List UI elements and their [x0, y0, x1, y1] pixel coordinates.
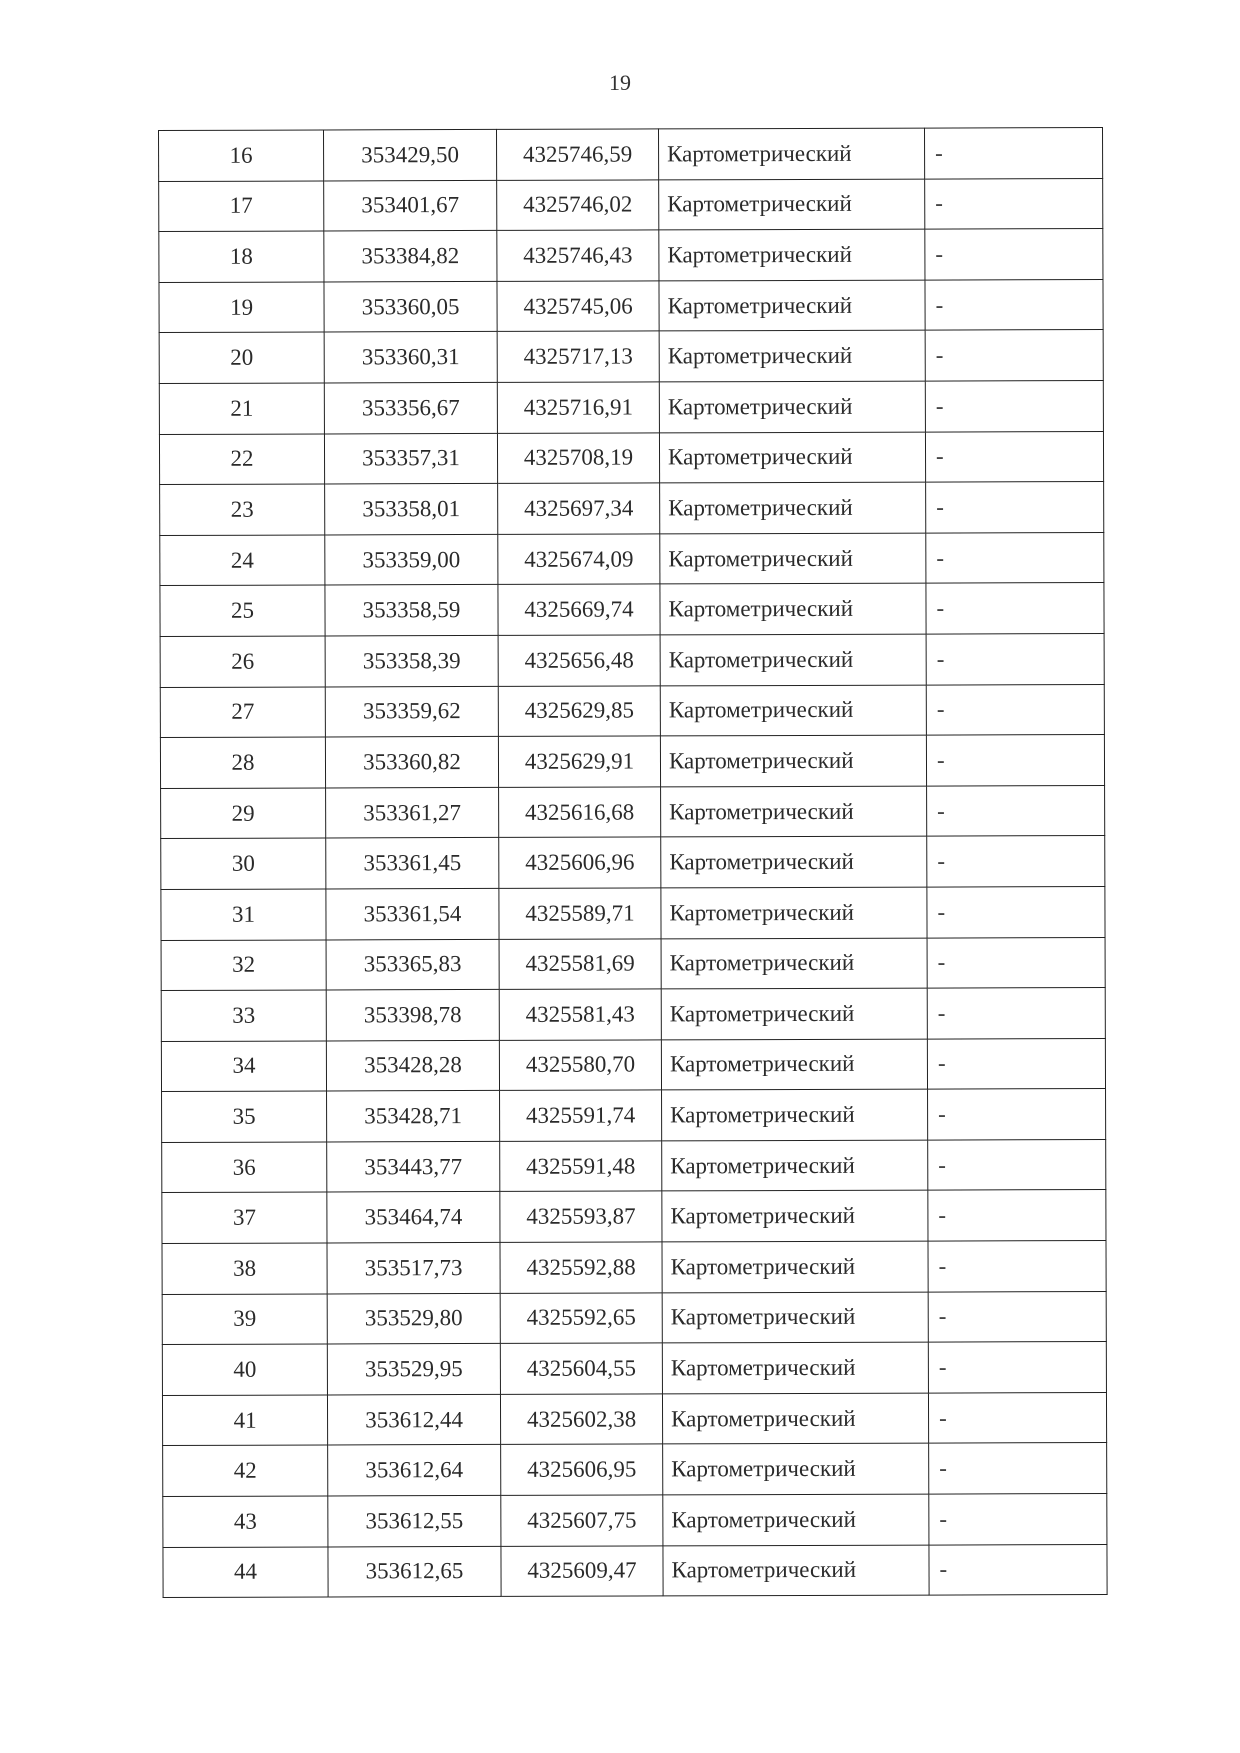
y-coordinate-cell: 4325581,69: [499, 938, 661, 989]
x-coordinate-cell: 353359,62: [325, 686, 498, 737]
point-number-cell: 26: [160, 636, 325, 687]
method-cell: Картометрический: [660, 634, 926, 685]
table-row: [160, 735, 1104, 789]
point-number-cell: 39: [162, 1294, 327, 1345]
y-coordinate-cell: 4325697,34: [498, 483, 660, 534]
point-number-cell: 37: [162, 1192, 327, 1243]
y-coordinate-cell: 4325708,19: [497, 432, 659, 483]
point-number-cell: 40: [162, 1344, 327, 1395]
point-number-cell: 36: [162, 1142, 327, 1193]
point-number-cell: 43: [163, 1496, 328, 1547]
note-cell: -: [925, 279, 1103, 330]
note-cell: -: [927, 1038, 1105, 1089]
page-number: 19: [609, 70, 631, 95]
method-cell: Картометрический: [659, 432, 925, 483]
x-coordinate-cell: 353612,44: [327, 1394, 500, 1445]
note-cell: -: [927, 836, 1105, 887]
x-coordinate-cell: 353358,59: [325, 585, 498, 636]
point-number-cell: 19: [159, 282, 324, 333]
y-coordinate-cell: 4325606,96: [499, 837, 661, 888]
x-coordinate-cell: 353517,73: [327, 1242, 500, 1293]
table-row: [159, 178, 1103, 232]
y-coordinate-cell: 4325609,47: [501, 1546, 663, 1597]
x-coordinate-cell: 353361,45: [326, 838, 499, 889]
note-cell: -: [928, 1241, 1106, 1292]
method-cell: Картометрический: [660, 583, 926, 634]
method-cell: Картометрический: [661, 1039, 927, 1090]
table-row: [161, 1038, 1105, 1092]
note-cell: -: [925, 381, 1103, 432]
point-number-cell: 23: [160, 484, 325, 535]
point-number-cell: 41: [162, 1395, 327, 1446]
table-row: [159, 279, 1103, 333]
x-coordinate-cell: 353398,78: [326, 990, 499, 1041]
x-coordinate-cell: 353361,27: [326, 787, 499, 838]
note-cell: -: [927, 886, 1105, 937]
method-cell: Картометрический: [661, 938, 927, 989]
y-coordinate-cell: 4325656,48: [498, 635, 660, 686]
table-row: [161, 988, 1105, 1042]
y-coordinate-cell: 4325616,68: [499, 787, 661, 838]
x-coordinate-cell: 353401,67: [324, 180, 497, 231]
note-cell: -: [924, 128, 1102, 179]
note-cell: -: [926, 735, 1104, 786]
point-number-cell: 31: [161, 889, 326, 940]
point-number-cell: 44: [163, 1547, 328, 1598]
y-coordinate-cell: 4325746,02: [497, 180, 659, 231]
table-row: [162, 1241, 1106, 1295]
x-coordinate-cell: 353358,39: [325, 635, 498, 686]
point-number-cell: 25: [160, 585, 325, 636]
x-coordinate-cell: 353529,80: [327, 1293, 500, 1344]
y-coordinate-cell: 4325580,70: [499, 1040, 661, 1091]
method-cell: Картометрический: [663, 1545, 929, 1596]
point-number-cell: 22: [159, 434, 324, 485]
note-cell: -: [926, 532, 1104, 583]
point-number-cell: 28: [160, 737, 325, 788]
table-row: [159, 229, 1103, 283]
table-row: [163, 1443, 1107, 1497]
point-number-cell: 30: [161, 838, 326, 889]
x-coordinate-cell: 353360,82: [325, 737, 498, 788]
y-coordinate-cell: 4325592,88: [500, 1242, 662, 1293]
y-coordinate-cell: 4325591,74: [500, 1090, 662, 1141]
table-row: [162, 1291, 1106, 1345]
y-coordinate-cell: 4325593,87: [500, 1191, 662, 1242]
note-cell: -: [927, 937, 1105, 988]
table-row: [161, 886, 1105, 940]
point-number-cell: 17: [159, 181, 324, 232]
note-cell: -: [925, 431, 1103, 482]
method-cell: Картометрический: [660, 533, 926, 584]
x-coordinate-cell: 353428,28: [326, 1040, 499, 1091]
y-coordinate-cell: 4325604,55: [500, 1343, 662, 1394]
method-cell: Картометрический: [659, 229, 925, 280]
y-coordinate-cell: 4325592,65: [500, 1293, 662, 1344]
table-row: [163, 1494, 1107, 1548]
y-coordinate-cell: 4325716,91: [497, 382, 659, 433]
x-coordinate-cell: 353464,74: [327, 1192, 500, 1243]
point-number-cell: 34: [161, 1041, 326, 1092]
note-cell: -: [928, 1089, 1106, 1140]
table-row: [160, 633, 1104, 687]
method-cell: Картометрический: [659, 330, 925, 381]
method-cell: Картометрический: [660, 735, 926, 786]
table-row: [161, 937, 1105, 991]
note-cell: -: [926, 583, 1104, 634]
note-cell: -: [927, 988, 1105, 1039]
point-number-cell: 20: [159, 332, 324, 383]
method-cell: Картометрический: [663, 1444, 929, 1495]
y-coordinate-cell: 4325746,43: [497, 230, 659, 281]
method-cell: Картометрический: [662, 1342, 928, 1393]
table-row: [161, 836, 1105, 890]
x-coordinate-cell: 353361,54: [326, 888, 499, 939]
method-cell: Картометрический: [659, 280, 925, 331]
x-coordinate-cell: 353357,31: [324, 433, 497, 484]
table-row: [160, 532, 1104, 586]
note-cell: -: [929, 1443, 1107, 1494]
note-cell: -: [926, 482, 1104, 533]
x-coordinate-cell: 353360,05: [324, 281, 497, 332]
y-coordinate-cell: 4325589,71: [499, 888, 661, 939]
note-cell: -: [925, 178, 1103, 229]
method-cell: Картометрический: [659, 179, 925, 230]
y-coordinate-cell: 4325607,75: [501, 1495, 663, 1546]
note-cell: -: [928, 1342, 1106, 1393]
y-coordinate-cell: 4325602,38: [500, 1394, 662, 1445]
note-cell: -: [926, 684, 1104, 735]
note-cell: -: [928, 1392, 1106, 1443]
x-coordinate-cell: 353360,31: [324, 332, 497, 383]
x-coordinate-cell: 353529,95: [327, 1344, 500, 1395]
method-cell: Картометрический: [662, 1089, 928, 1140]
method-cell: Картометрический: [660, 482, 926, 533]
table-row: [160, 583, 1104, 637]
y-coordinate-cell: 4325581,43: [499, 989, 661, 1040]
point-number-cell: 35: [162, 1091, 327, 1142]
point-number-cell: 29: [161, 788, 326, 839]
method-cell: Картометрический: [663, 1494, 929, 1545]
method-cell: Картометрический: [662, 1393, 928, 1444]
x-coordinate-cell: 353612,55: [328, 1495, 501, 1546]
y-coordinate-cell: 4325629,91: [498, 736, 660, 787]
y-coordinate-cell: 4325745,06: [497, 281, 659, 332]
method-cell: Картометрический: [661, 988, 927, 1039]
method-cell: Картометрический: [660, 685, 926, 736]
table-row: [162, 1190, 1106, 1244]
note-cell: -: [928, 1139, 1106, 1190]
method-cell: Картометрический: [658, 128, 924, 179]
table-row: [161, 785, 1105, 839]
y-coordinate-cell: 4325669,74: [498, 584, 660, 635]
table-row: [159, 381, 1103, 435]
x-coordinate-cell: 353359,00: [325, 534, 498, 585]
note-cell: -: [926, 633, 1104, 684]
table-row: [159, 330, 1103, 384]
point-number-cell: 33: [161, 990, 326, 1041]
table-row: [162, 1139, 1106, 1193]
note-cell: -: [929, 1494, 1107, 1545]
x-coordinate-cell: 353443,77: [327, 1141, 500, 1192]
x-coordinate-cell: 353612,64: [328, 1445, 501, 1496]
method-cell: Картометрический: [661, 786, 927, 837]
method-cell: Картометрический: [662, 1292, 928, 1343]
method-cell: Картометрический: [662, 1140, 928, 1191]
table-row: [160, 684, 1104, 738]
point-number-cell: 27: [160, 687, 325, 738]
point-number-cell: 38: [162, 1243, 327, 1294]
x-coordinate-cell: 353428,71: [327, 1091, 500, 1142]
table-row: [160, 482, 1104, 536]
note-cell: -: [929, 1544, 1107, 1595]
method-cell: Картометрический: [662, 1191, 928, 1242]
method-cell: Картометрический: [662, 1241, 928, 1292]
y-coordinate-cell: 4325746,59: [496, 129, 658, 180]
point-number-cell: 21: [159, 383, 324, 434]
y-coordinate-cell: 4325606,95: [501, 1444, 663, 1495]
table-row: [162, 1342, 1106, 1396]
point-number-cell: 42: [163, 1445, 328, 1496]
note-cell: -: [927, 785, 1105, 836]
x-coordinate-cell: 353365,83: [326, 939, 499, 990]
point-number-cell: 16: [159, 130, 324, 181]
table-row: [162, 1392, 1106, 1446]
y-coordinate-cell: 4325674,09: [498, 534, 660, 585]
y-coordinate-cell: 4325591,48: [500, 1141, 662, 1192]
note-cell: -: [925, 330, 1103, 381]
table-row: [162, 1089, 1106, 1143]
table-row: [163, 1544, 1107, 1598]
x-coordinate-cell: 353612,65: [328, 1546, 501, 1597]
point-number-cell: 18: [159, 231, 324, 282]
method-cell: Картометрический: [661, 887, 927, 938]
point-number-cell: 24: [160, 535, 325, 586]
x-coordinate-cell: 353384,82: [324, 231, 497, 282]
note-cell: -: [925, 229, 1103, 280]
y-coordinate-cell: 4325717,13: [497, 331, 659, 382]
x-coordinate-cell: 353429,50: [324, 129, 497, 180]
point-number-cell: 32: [161, 939, 326, 990]
y-coordinate-cell: 4325629,85: [498, 685, 660, 736]
x-coordinate-cell: 353356,67: [324, 382, 497, 433]
table-row: [159, 128, 1103, 182]
coordinates-table: [158, 127, 1108, 1598]
method-cell: Картометрический: [661, 836, 927, 887]
note-cell: -: [928, 1190, 1106, 1241]
coordinates-table-body: [159, 128, 1108, 1598]
note-cell: -: [928, 1291, 1106, 1342]
table-row: [159, 431, 1103, 485]
x-coordinate-cell: 353358,01: [325, 484, 498, 535]
method-cell: Картометрический: [659, 381, 925, 432]
